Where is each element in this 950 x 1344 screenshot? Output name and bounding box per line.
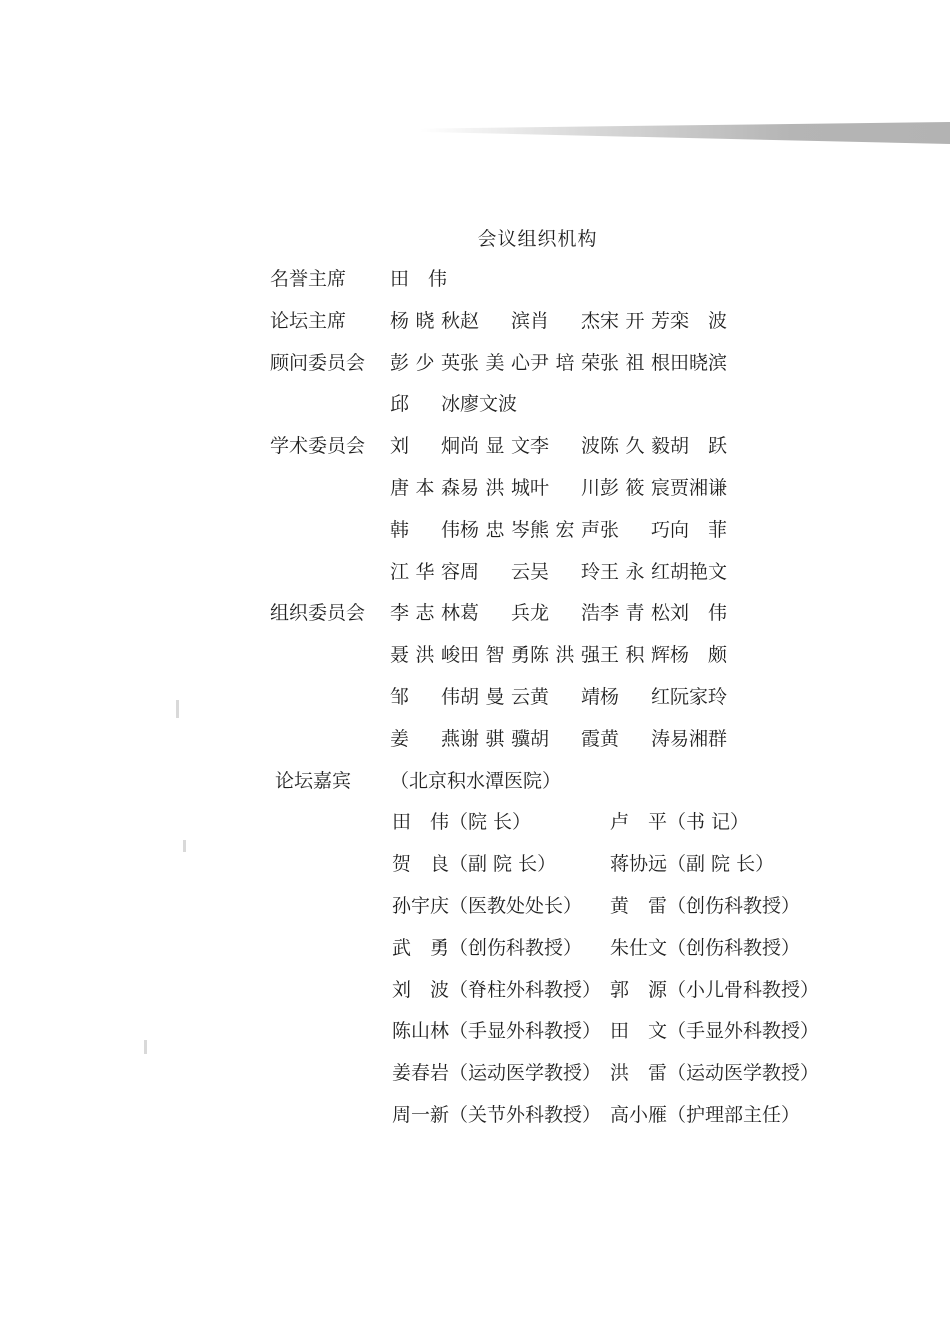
guest-name: 陈山林 [392,1020,450,1043]
member-name: 龙浩 [530,602,600,625]
member-names [390,390,517,418]
member-name: 周云 [460,560,530,583]
guest-role: （运动医学教授） [667,1062,820,1085]
member-name: 江华容 [390,560,460,583]
member-name: 彭筱宸 [600,477,670,499]
member-names [390,516,727,544]
guest-entry [610,892,800,920]
member-name: 黄靖 [530,686,600,708]
member-name: 杨晓秋 [390,309,460,332]
member-name: 杨颇 [670,644,727,667]
member-name: 王永红 [600,560,670,583]
guest-role: （小儿骨科教授） [667,978,820,1001]
guest-name: 周一新 [392,1104,450,1126]
member-name: 李波 [530,435,600,458]
guest-role: （创伤科教授） [667,936,801,959]
member-name: 宋开芳 [600,309,670,332]
guest-role: （护理部主任） [667,1104,801,1126]
member-names [390,474,727,502]
member-name: 姜燕 [390,727,460,750]
guest-role: （创伤科教授） [667,895,801,917]
member-name: 谢骐骥 [460,727,530,750]
member-names [390,307,727,335]
guest-name: 武勇 [392,936,449,959]
guest-name: 刘波 [392,978,449,1001]
guest-entry [610,850,774,878]
member-name: 张祖根 [600,351,670,374]
member-name: 李志林 [390,602,460,625]
guest-name: 孙宇庆 [392,895,450,917]
guest-entry [392,1017,601,1045]
guest-role: （副 院 长） [667,853,775,876]
guest-name: 郭源 [610,978,667,1001]
guest-entry [392,1101,601,1129]
page-title: 会议组织机构 [477,228,598,250]
member-name: 张巧 [600,518,670,541]
committee-label: 顾问委员会 [270,351,366,374]
member-name: 田智勇 [460,644,530,667]
guest-entry [392,976,601,1004]
member-name: 吴玲 [530,560,600,583]
guest-entry [392,850,556,878]
member-name: 唐本森 [390,477,460,499]
member-name: 胡曼云 [460,686,530,708]
member-name: 胡艳文 [670,560,728,583]
guest-role: （书 记） [667,811,750,834]
member-names [390,683,727,711]
guest-hospital: （北京积水潭医院） [390,769,562,792]
member-names [390,265,447,293]
guest-entry [610,934,800,962]
guest-role: （院 长） [449,811,532,834]
member-name: 易湘群 [670,727,728,750]
member-names [390,349,727,377]
member-name: 杨红 [600,686,670,708]
scan-speck [176,700,179,718]
scan-speck [183,840,186,852]
guest-name: 卢平 [610,811,667,834]
member-names [390,558,727,586]
member-name: 胡跃 [670,435,727,458]
member-name: 邱冰 [390,393,460,416]
member-name: 尹培荣 [530,351,600,374]
guest-entry [392,808,531,836]
scan-shadow [420,122,950,144]
guest-role: （创伤科教授） [449,936,583,959]
member-name: 田伟 [390,268,447,290]
member-name: 王积辉 [600,644,670,667]
member-name: 赵滨 [460,309,530,332]
guest-entry [610,1017,819,1045]
guest-label: 论坛嘉宾 [275,769,352,792]
guest-role: （脊柱外科教授） [449,978,602,1001]
member-names [390,641,727,669]
committee-label: 名誉主席 [270,268,347,290]
guest-name: 田文 [610,1020,667,1043]
member-name: 李青松 [600,602,670,625]
guest-name: 田伟 [392,811,449,834]
member-name: 栾波 [670,309,727,332]
guest-name: 贺良 [392,853,449,876]
member-names [390,725,727,753]
member-name: 杨忠岑 [460,518,530,541]
member-name: 田晓滨 [670,351,728,374]
guest-name: 朱仕文 [610,936,668,959]
member-name: 陈久毅 [600,435,670,458]
member-name: 易洪城 [460,477,530,499]
member-name: 葛兵 [460,602,530,625]
guest-entry [610,1101,800,1129]
committee-label: 论坛主席 [270,309,347,332]
member-name: 张美心 [460,351,530,374]
member-name: 阮家玲 [670,686,728,708]
member-name: 刘炯 [390,435,460,458]
guest-entry [610,808,749,836]
guest-name: 高小雁 [610,1104,668,1126]
guest-role: （运动医学教授） [449,1062,602,1085]
guest-role: （副 院 长） [449,853,557,876]
member-name: 贾湘谦 [670,477,728,499]
member-name: 黄涛 [600,727,670,750]
guest-name: 洪雷 [610,1062,667,1085]
member-name: 聂洪峻 [390,644,460,667]
member-name: 肖杰 [530,309,600,332]
guest-name: 黄雷 [610,895,667,917]
guest-entry [392,1059,601,1087]
member-name: 尚显文 [460,435,530,458]
scan-speck [144,1040,147,1054]
member-names [390,599,727,627]
guest-role: （关节外科教授） [449,1104,602,1126]
member-name: 向菲 [670,518,727,541]
member-name: 韩伟 [390,518,460,541]
member-name: 刘伟 [670,602,727,625]
guest-entry [610,1059,819,1087]
guest-entry [392,934,582,962]
member-name: 邹伟 [390,686,460,708]
member-name: 彭少英 [390,351,460,374]
committee-label: 学术委员会 [270,435,366,458]
guest-entry [392,892,582,920]
member-name: 胡霞 [530,727,600,750]
guest-role: （手显外科教授） [667,1020,820,1043]
member-name: 廖文波 [460,393,518,416]
guest-role: （医教处处长） [449,895,583,917]
member-name: 叶川 [530,477,600,499]
member-names [390,432,727,460]
guest-role: （手显外科教授） [449,1020,602,1043]
guest-name: 蒋协远 [610,853,668,876]
guest-name: 姜春岩 [392,1062,450,1085]
member-name: 熊宏声 [530,518,600,541]
guest-entry [610,976,819,1004]
member-name: 陈洪强 [530,644,600,667]
committee-label: 组织委员会 [270,602,366,625]
